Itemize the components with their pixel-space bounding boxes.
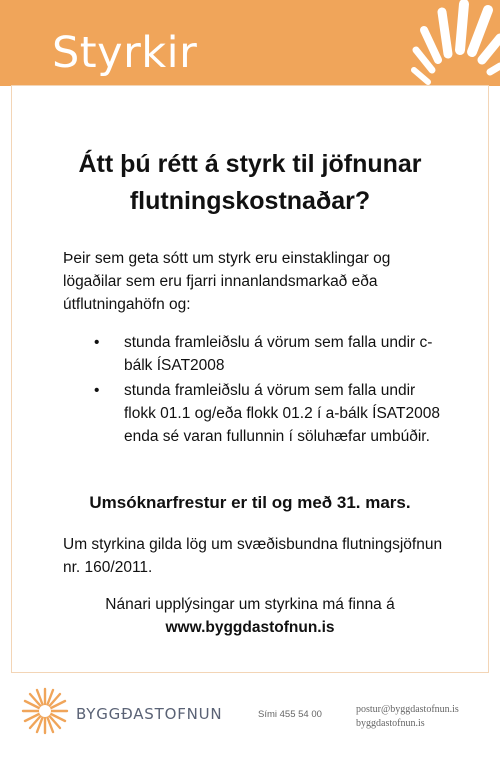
- criteria-text: stunda framleiðslu á vörum sem falla undir flokk 01.1 og/eða flokk 01.2 í a-bálk ÍSAT2008 enda sé varan fullunnin í söluhæfar umbúðir.: [124, 382, 440, 445]
- criteria-list: [94, 331, 450, 450]
- deadline-text: Umsóknarfrestur er til og með 31. mars.: [89, 493, 411, 512]
- headline: Átt þú rétt á styrk til jöfnunar flutningskostnaðar?: [78, 150, 422, 215]
- site-link[interactable]: byggdastofnun.is: [356, 718, 425, 729]
- sunburst-icon: [360, 0, 500, 86]
- website-link[interactable]: www.byggdastofnun.is: [165, 619, 335, 636]
- more-info-label: Nánari upplýsingar um styrkina má finna á: [105, 596, 395, 613]
- bullet-icon: •: [94, 382, 100, 399]
- list-item: [94, 379, 450, 448]
- email-link[interactable]: postur@byggdastofnun.is: [356, 704, 459, 715]
- list-item: [94, 331, 450, 377]
- bullet-icon: •: [94, 334, 100, 351]
- sunburst-logo-icon: [20, 686, 70, 736]
- law-text: Um styrkina gilda lög um svæðisbundna flutningsjöfnun nr. 160/2011.: [63, 536, 443, 576]
- intro-text: Þeir sem geta sótt um styrk eru einstaklingar og lögaðilar sem eru fjarri innanlandsmarkað eða útflutningahöfn og:: [63, 250, 391, 313]
- criteria-text: stunda framleiðslu á vörum sem falla undir c-bálk ÍSAT2008: [124, 334, 433, 374]
- brand-name: BYGGÐASTOFNUN: [76, 705, 223, 723]
- page-title: Styrkir: [52, 28, 198, 78]
- contact-info: [356, 703, 459, 731]
- phone-number: Sími 455 54 00: [258, 709, 322, 720]
- more-info-text: [20, 593, 480, 639]
